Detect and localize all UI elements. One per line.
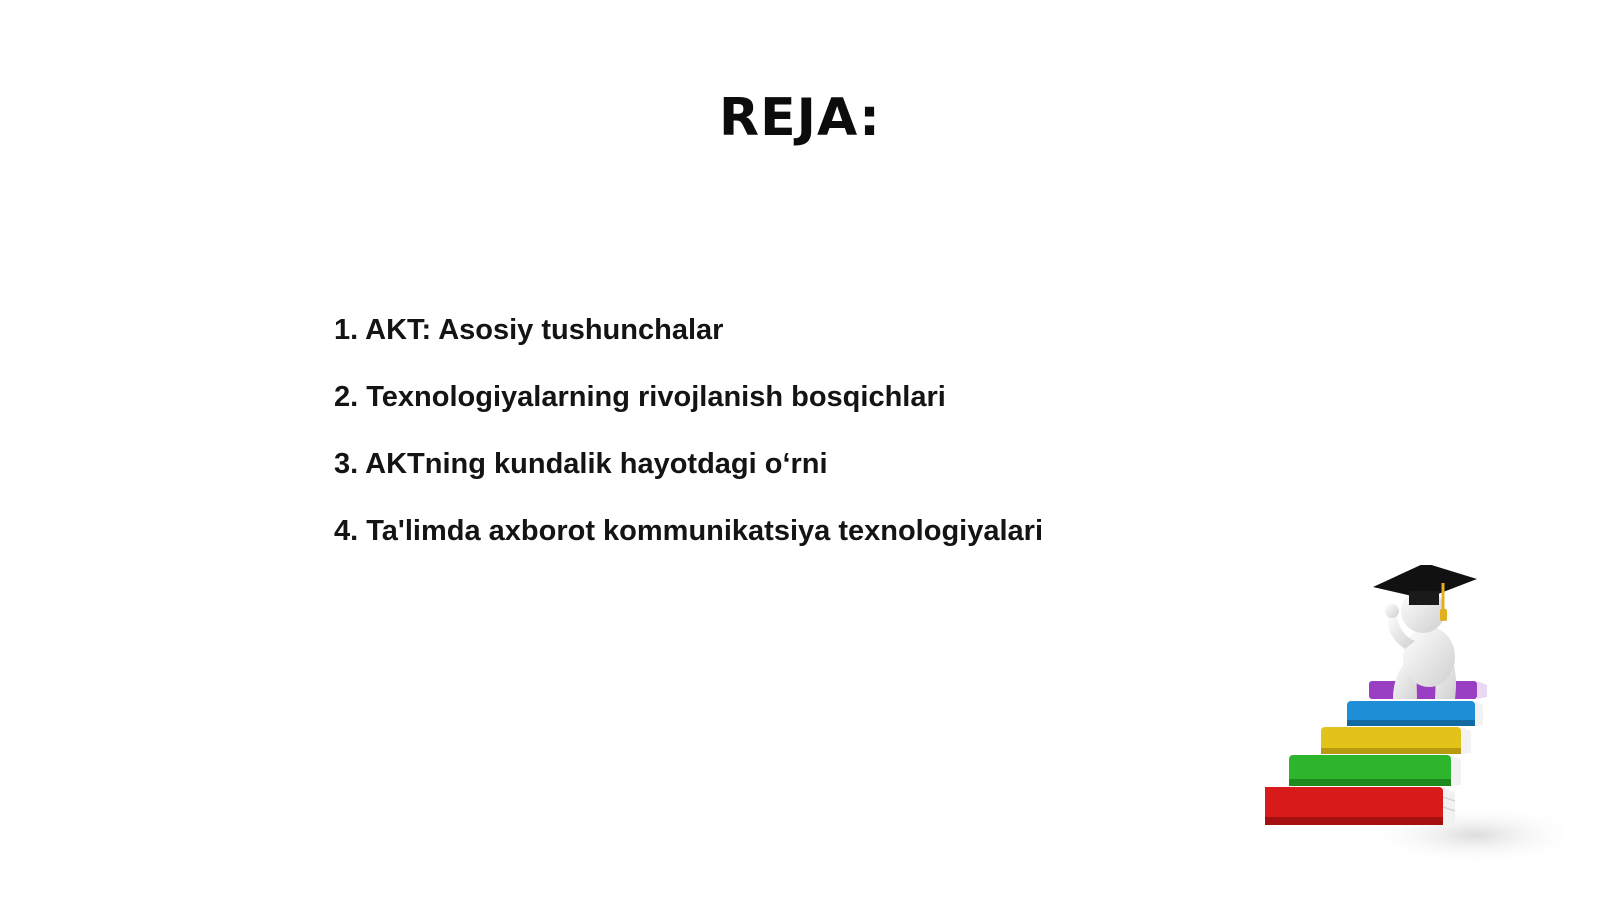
agenda-item: 1. AKT: Asosiy tushunchalar [334,314,724,346]
yellow-book [1321,727,1471,754]
red-book [1265,787,1455,825]
agenda-item: 3. AKTning kundalik hayotdagi o‘rni [334,448,828,480]
blue-book [1347,701,1483,726]
agenda-list [334,312,1043,580]
agenda-item: 4. Ta'limda axborot kommunikatsiya texnologiyalari [334,515,1044,547]
slide-title: REJA: [719,88,881,148]
green-book [1289,755,1461,786]
agenda-item: 2. Texnologiyalarning rivojlanish bosqichlari [334,381,946,413]
graduate-on-books-icon [1265,565,1565,865]
